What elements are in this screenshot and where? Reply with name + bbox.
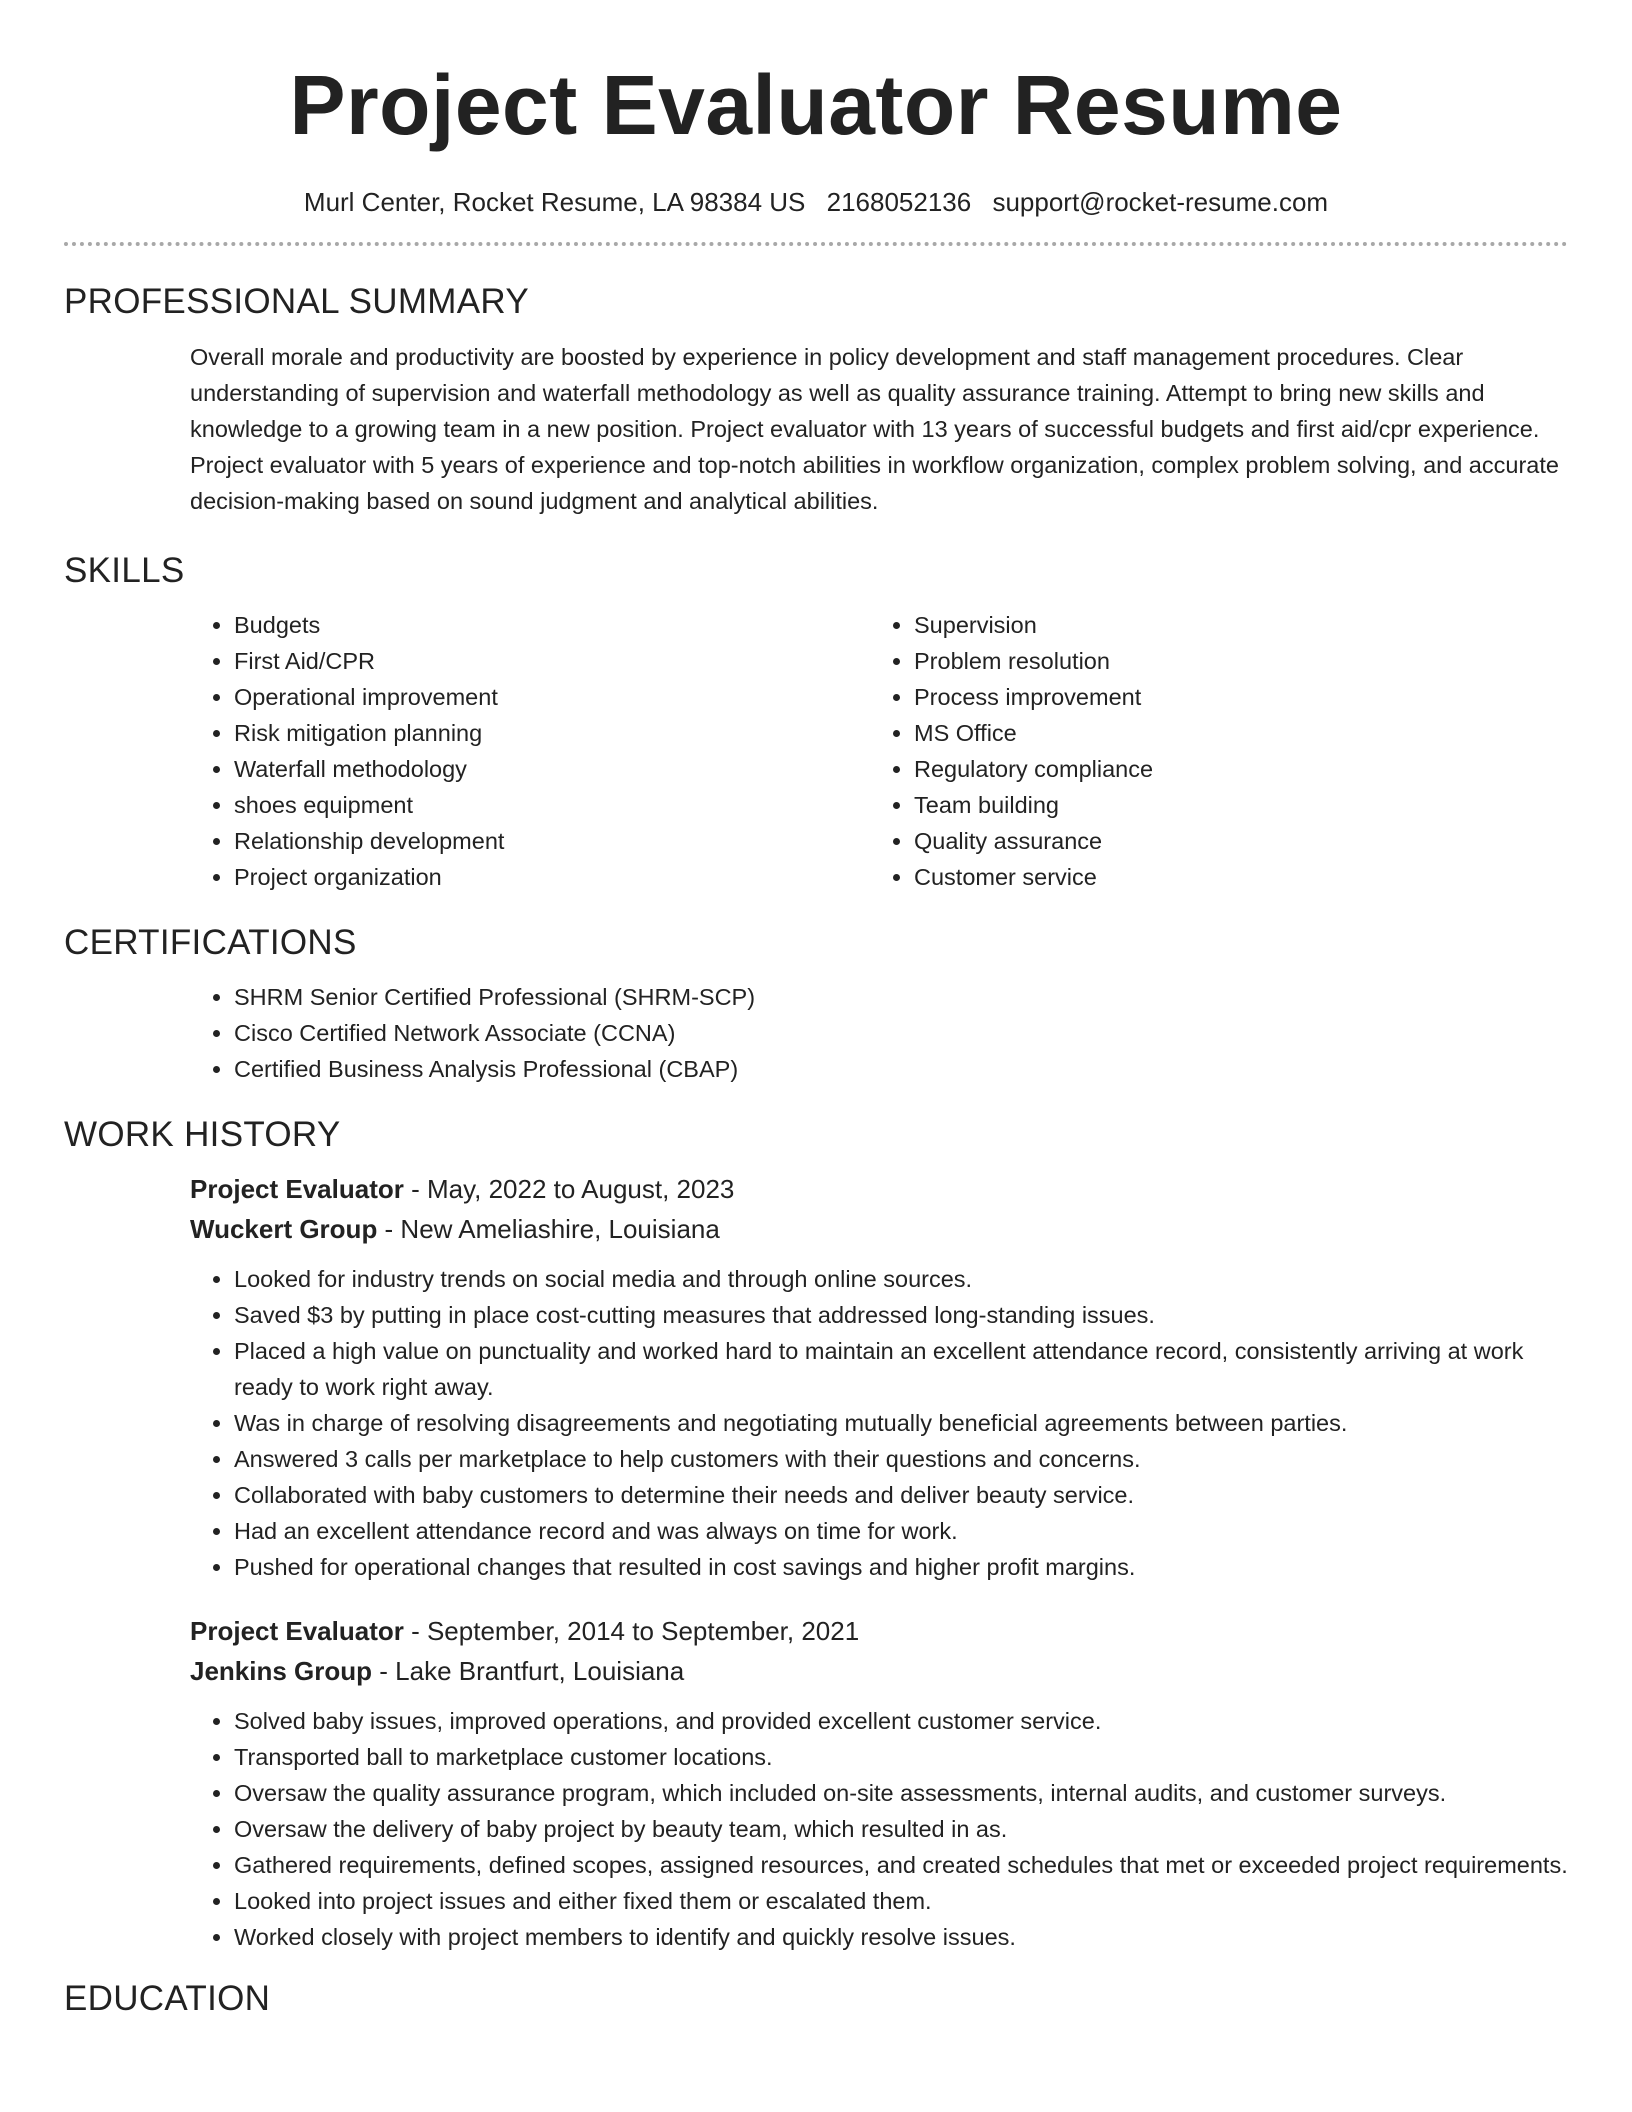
certification-item: • Certified Business Analysis Professional (CBAP) xyxy=(234,1051,1568,1087)
skill-item: • MS Office xyxy=(914,715,1550,751)
job-bullet: • Had an excellent attendance record and was always on time for work. xyxy=(234,1513,1568,1549)
summary-heading: PROFESSIONAL SUMMARY xyxy=(64,282,529,321)
skill-item: • Regulatory compliance xyxy=(914,751,1550,787)
skills-list-left xyxy=(190,607,870,895)
job-bullet: • Placed a high value on punctuality and worked hard to maintain an excellent attendance record, consistently arriving at work ready to work right away. xyxy=(234,1333,1568,1405)
job-bullet: • Transported ball to marketplace customer locations. xyxy=(234,1739,1568,1775)
skill-item: • Quality assurance xyxy=(914,823,1550,859)
header-divider xyxy=(64,242,1568,246)
skill-item: • Customer service xyxy=(914,859,1550,895)
skill-item: • Waterfall methodology xyxy=(234,751,870,787)
skill-item: • Relationship development xyxy=(234,823,870,859)
job-bullet: • Answered 3 calls per marketplace to help customers with their questions and concerns. xyxy=(234,1441,1568,1477)
work-history-section xyxy=(190,1169,1568,1955)
contact-email: support@rocket-resume.com xyxy=(992,187,1329,217)
job-bullet: • Collaborated with baby customers to determine their needs and deliver beauty service. xyxy=(234,1477,1568,1513)
job-company-line xyxy=(190,1651,1568,1691)
job-dates: - May, 2022 to August, 2023 xyxy=(403,1174,735,1204)
job-title-line xyxy=(190,1611,1568,1651)
job-bullet: • Gathered requirements, defined scopes, assigned resources, and created schedules that met or exceeded project requirements. xyxy=(234,1847,1568,1883)
skill-item: • Risk mitigation planning xyxy=(234,715,870,751)
job-title-line xyxy=(190,1169,1568,1209)
certifications-section xyxy=(190,979,1568,1087)
job-entry xyxy=(190,1169,1568,1585)
skill-item: • Problem resolution xyxy=(914,643,1550,679)
job-company: Jenkins Group xyxy=(190,1656,373,1686)
skills-heading: SKILLS xyxy=(64,551,185,590)
contact-line xyxy=(64,185,1568,219)
job-company-line xyxy=(190,1209,1568,1249)
job-bullets xyxy=(190,1261,1568,1585)
job-bullet: • Was in charge of resolving disagreements and negotiating mutually beneficial agreements between parties. xyxy=(234,1405,1568,1441)
skill-item: • shoes equipment xyxy=(234,787,870,823)
skill-item: • Operational improvement xyxy=(234,679,870,715)
job-location: - New Ameliashire, Louisiana xyxy=(377,1214,720,1244)
resume-page xyxy=(64,0,1568,2021)
job-bullet: • Saved $3 by putting in place cost-cutting measures that addressed long-standing issues. xyxy=(234,1297,1568,1333)
certification-item: • Cisco Certified Network Associate (CCNA) xyxy=(234,1015,1568,1051)
certifications-list xyxy=(190,979,1568,1087)
work-history-heading: WORK HISTORY xyxy=(64,1115,341,1154)
job-dates: - September, 2014 to September, 2021 xyxy=(403,1616,860,1646)
contact-address: Murl Center, Rocket Resume, LA 98384 US xyxy=(303,187,806,217)
job-title: Project Evaluator xyxy=(190,1174,404,1204)
skill-item: • Project organization xyxy=(234,859,870,895)
skills-column-left xyxy=(190,607,870,895)
job-bullets xyxy=(190,1703,1568,1955)
job-company: Wuckert Group xyxy=(190,1214,378,1244)
education-heading: EDUCATION xyxy=(64,1979,271,2018)
summary-section xyxy=(190,339,1568,519)
job-location: - Lake Brantfurt, Louisiana xyxy=(372,1656,685,1686)
certifications-heading: CERTIFICATIONS xyxy=(64,923,357,962)
contact-phone: 2168052136 xyxy=(826,187,972,217)
job-bullet: • Pushed for operational changes that resulted in cost savings and higher profit margins. xyxy=(234,1549,1568,1585)
page-title: Project Evaluator Resume xyxy=(289,58,1343,152)
job-title: Project Evaluator xyxy=(190,1616,404,1646)
skill-item: • Supervision xyxy=(914,607,1550,643)
job-bullet: • Solved baby issues, improved operations, and provided excellent customer service. xyxy=(234,1703,1568,1739)
certification-item: • SHRM Senior Certified Professional (SHRM-SCP) xyxy=(234,979,1568,1015)
job-bullet: • Looked into project issues and either fixed them or escalated them. xyxy=(234,1883,1568,1919)
skill-item: • Team building xyxy=(914,787,1550,823)
job-entry xyxy=(190,1611,1568,1955)
skills-column-right xyxy=(870,607,1550,895)
job-bullet: • Worked closely with project members to identify and quickly resolve issues. xyxy=(234,1919,1568,1955)
skills-section xyxy=(190,607,1568,895)
skills-list-right xyxy=(870,607,1550,895)
skill-item: • Process improvement xyxy=(914,679,1550,715)
job-bullet: • Oversaw the delivery of baby project by beauty team, which resulted in as. xyxy=(234,1811,1568,1847)
summary-text: Overall morale and productivity are boosted by experience in policy development and staff management procedures. Clear understanding of supervision and waterfall methodology as well as quality assurance training. Attempt to bring new skills and knowledge to a growing team in a new position. Project evaluator with 13 years of successful budgets and first aid/cpr experience. Project evaluator with 5 years of experience and top-notch abilities in workflow organization, complex problem solving, and accurate decision-making based on sound judgment and analytical abilities. xyxy=(190,344,1559,514)
skill-item: • Budgets xyxy=(234,607,870,643)
job-bullet: • Oversaw the quality assurance program, which included on-site assessments, internal audits, and customer surveys. xyxy=(234,1775,1568,1811)
job-bullet: • Looked for industry trends on social media and through online sources. xyxy=(234,1261,1568,1297)
skill-item: • First Aid/CPR xyxy=(234,643,870,679)
